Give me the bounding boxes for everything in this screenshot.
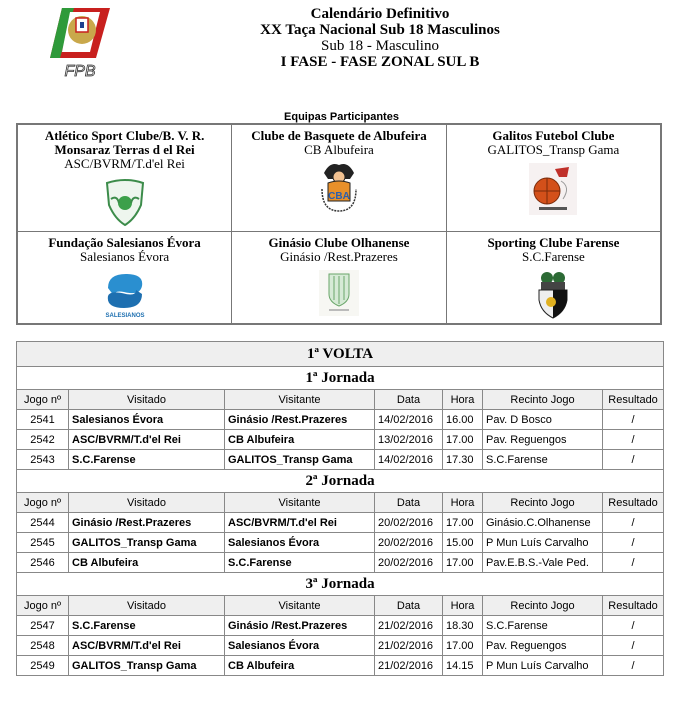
home-team: S.C.Farense [69, 616, 225, 636]
column-header: Recinto Jogo [483, 596, 603, 616]
home-team: ASC/BVRM/T.d'el Rei [69, 430, 225, 450]
game-result: / [603, 410, 664, 430]
game-venue: P Mun Luís Carvalho [483, 656, 603, 676]
olhanense-logo-icon [319, 270, 359, 316]
game-time: 16.00 [443, 410, 483, 430]
column-header-row [17, 390, 664, 410]
game-number: 2548 [17, 636, 69, 656]
game-venue: Ginásio.C.Olhanense [483, 513, 603, 533]
game-time: 14.15 [443, 656, 483, 676]
game-date: 14/02/2016 [375, 410, 443, 430]
away-team: Ginásio /Rest.Prazeres [225, 410, 375, 430]
column-header: Visitado [69, 493, 225, 513]
game-number: 2547 [17, 616, 69, 636]
away-team: CB Albufeira [225, 656, 375, 676]
game-number: 2549 [17, 656, 69, 676]
game-number: 2542 [17, 430, 69, 450]
team-card [446, 124, 661, 232]
game-time: 17.00 [443, 553, 483, 573]
svg-text:CBA: CBA [328, 191, 350, 202]
game-result: / [603, 430, 664, 450]
game-date: 21/02/2016 [375, 616, 443, 636]
away-team: CB Albufeira [225, 430, 375, 450]
column-header: Resultado [603, 493, 664, 513]
game-row [17, 450, 664, 470]
svg-text:FPB: FPB [64, 63, 96, 80]
home-team: S.C.Farense [69, 450, 225, 470]
column-header: Data [375, 390, 443, 410]
column-header: Jogo nº [17, 390, 69, 410]
team-card [17, 232, 232, 325]
game-result: / [603, 636, 664, 656]
game-time: 17.00 [443, 430, 483, 450]
game-date: 21/02/2016 [375, 636, 443, 656]
away-team: Salesianos Évora [225, 533, 375, 553]
game-date: 14/02/2016 [375, 450, 443, 470]
game-row [17, 553, 664, 573]
teams-table [16, 123, 662, 325]
game-row [17, 410, 664, 430]
volta-title: 1ª VOLTA [17, 342, 664, 367]
game-number: 2545 [17, 533, 69, 553]
game-result: / [603, 513, 664, 533]
game-time: 17.00 [443, 513, 483, 533]
team-card [17, 124, 232, 232]
home-team: Ginásio /Rest.Prazeres [69, 513, 225, 533]
game-result: / [603, 533, 664, 553]
column-header: Visitado [69, 390, 225, 410]
game-time: 17.00 [443, 636, 483, 656]
galitos-logo-icon [529, 163, 577, 215]
game-venue: P Mun Luís Carvalho [483, 533, 603, 553]
game-date: 20/02/2016 [375, 553, 443, 573]
team-full-name: Clube de Basquete de Albufeira [251, 128, 427, 143]
competition-name: XX Taça Nacional Sub 18 Masculinos [260, 22, 500, 38]
game-venue: Pav. D Bosco [483, 410, 603, 430]
home-team: CB Albufeira [69, 553, 225, 573]
column-header: Data [375, 493, 443, 513]
game-row [17, 656, 664, 676]
team-card [232, 232, 447, 325]
game-venue: S.C.Farense [483, 450, 603, 470]
home-team: GALITOS_Transp Gama [69, 533, 225, 553]
away-team: Ginásio /Rest.Prazeres [225, 616, 375, 636]
team-card [446, 232, 661, 325]
game-venue: Pav.E.B.S.-Vale Ped. [483, 553, 603, 573]
column-header: Hora [443, 596, 483, 616]
team-full-name: Fundação Salesianos Évora [48, 235, 201, 250]
fpb-logo-icon [40, 4, 120, 80]
team-full-name: Ginásio Clube Olhanense [268, 235, 410, 250]
shield-logo-icon [103, 177, 147, 227]
column-header: Visitante [225, 493, 375, 513]
column-header: Jogo nº [17, 493, 69, 513]
column-header: Resultado [603, 390, 664, 410]
farense-crest-icon [535, 270, 571, 320]
team-short-name: S.C.Farense [521, 249, 585, 264]
game-venue: Pav. Reguengos [483, 430, 603, 450]
game-date: 13/02/2016 [375, 430, 443, 450]
game-date: 20/02/2016 [375, 513, 443, 533]
column-header: Hora [443, 493, 483, 513]
column-header: Visitado [69, 596, 225, 616]
game-number: 2541 [17, 410, 69, 430]
game-row [17, 533, 664, 553]
game-row [17, 513, 664, 533]
home-team: GALITOS_Transp Gama [69, 656, 225, 676]
phase: I FASE - FASE ZONAL SUL B [280, 54, 480, 70]
game-row [17, 430, 664, 450]
game-result: / [603, 553, 664, 573]
team-short-name: CB Albufeira [304, 142, 374, 157]
jornada-title: 3ª Jornada [17, 573, 664, 596]
column-header: Data [375, 596, 443, 616]
game-number: 2546 [17, 553, 69, 573]
game-date: 21/02/2016 [375, 656, 443, 676]
team-short-name: GALITOS_Transp Gama [487, 142, 620, 157]
game-result: / [603, 450, 664, 470]
team-short-name: Salesianos Évora [79, 249, 170, 264]
home-team: Salesianos Évora [69, 410, 225, 430]
column-header-row [17, 493, 664, 513]
away-team: ASC/BVRM/T.d'el Rei [225, 513, 375, 533]
jornada-title: 1ª Jornada [17, 367, 664, 390]
game-number: 2544 [17, 513, 69, 533]
column-header-row [17, 596, 664, 616]
doc-title: Calendário Definitivo [310, 6, 450, 22]
document-header [0, 0, 683, 90]
team-full-name: Atlético Sport Clube/B. V. R. Monsaraz Terras d el Rei [44, 128, 205, 157]
schedule-table [16, 341, 664, 676]
column-header: Recinto Jogo [483, 493, 603, 513]
team-short-name: Ginásio /Rest.Prazeres [280, 249, 398, 264]
team-full-name: Galitos Futebol Clube [492, 128, 615, 143]
column-header: Visitante [225, 390, 375, 410]
column-header: Recinto Jogo [483, 390, 603, 410]
game-time: 15.00 [443, 533, 483, 553]
team-short-name: ASC/BVRM/T.d'el Rei [64, 156, 185, 171]
column-header: Hora [443, 390, 483, 410]
game-row [17, 616, 664, 636]
away-team: Salesianos Évora [225, 636, 375, 656]
category: Sub 18 - Masculino [321, 38, 439, 54]
game-venue: S.C.Farense [483, 616, 603, 636]
teams-section-title: Equipas Participantes [284, 111, 399, 123]
game-number: 2543 [17, 450, 69, 470]
column-header: Resultado [603, 596, 664, 616]
game-row [17, 636, 664, 656]
home-team: ASC/BVRM/T.d'el Rei [69, 636, 225, 656]
cba-logo-icon [316, 159, 362, 215]
game-date: 20/02/2016 [375, 533, 443, 553]
salesianos-logo-icon [100, 270, 150, 320]
game-time: 17.30 [443, 450, 483, 470]
team-card [232, 124, 447, 232]
title-block [180, 6, 580, 70]
game-result: / [603, 656, 664, 676]
game-time: 18.30 [443, 616, 483, 636]
jornada-title: 2ª Jornada [17, 470, 664, 493]
game-result: / [603, 616, 664, 636]
game-venue: Pav. Reguengos [483, 636, 603, 656]
away-team: GALITOS_Transp Gama [225, 450, 375, 470]
away-team: S.C.Farense [225, 553, 375, 573]
column-header: Visitante [225, 596, 375, 616]
column-header: Jogo nº [17, 596, 69, 616]
team-full-name: Sporting Clube Farense [487, 235, 620, 250]
svg-text:SALESIANOS: SALESIANOS [105, 313, 145, 319]
